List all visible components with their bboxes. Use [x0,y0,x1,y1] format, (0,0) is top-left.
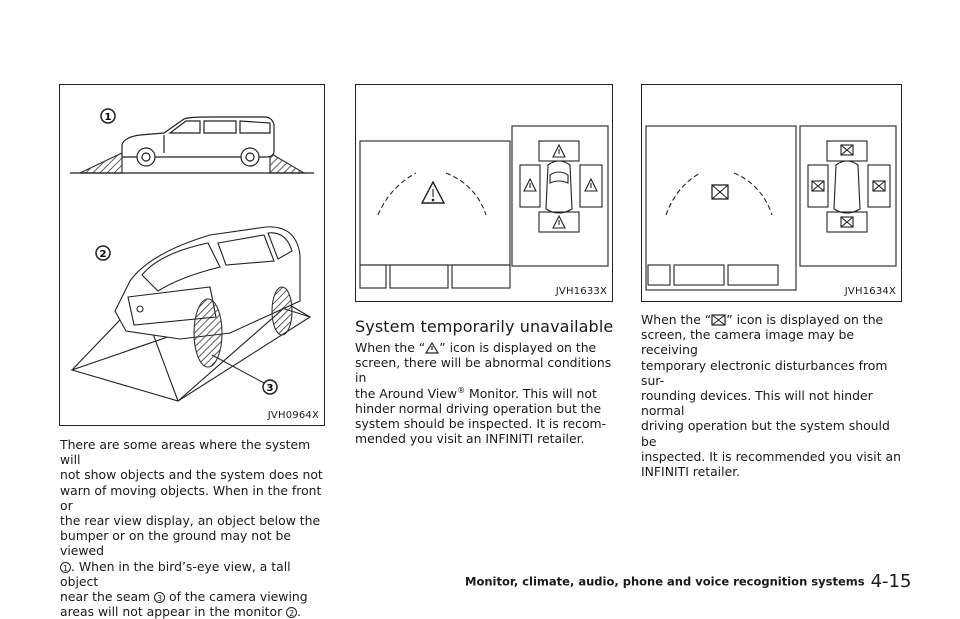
warning-icon-rear [553,216,565,228]
middle-paragraph: When the “ ” icon is displayed on the screen, there will be abnormal conditions in the Around View® Monitor. This will not hinder normal driving operation but the system should be inspected. It is recom- mended you visit an INFINITI retailer. [355,340,612,447]
warning-icon-right [585,179,597,191]
svg-text:3: 3 [266,383,274,394]
ref-marker-2: 2 [286,607,297,618]
figure-code: JVH1634X [844,286,896,297]
bird-eye-view-car [72,227,310,401]
ref-marker-3: 3 [154,592,165,603]
svg-text:2: 2 [99,249,107,260]
cross-icon-rear [841,217,853,227]
warning-icon-front [553,145,565,157]
warning-icon [422,182,444,203]
right-paragraph: When the “ ” icon is displayed on the screen, the camera image may be receiving temporary electronic disturbances from sur- rounding devices. This will not hinder normal driving operation but the system should be inspected. It is recommended you visit an INFINITI retailer. [641,312,901,480]
warning-icon-inline [425,342,439,354]
cross-icon [712,185,728,199]
svg-text:1: 1 [104,112,112,123]
cross-icon-front [841,145,853,155]
cross-icon-left [812,181,824,191]
figure-code: JVH0964X [267,410,319,421]
section-heading: System temporarily unavailable [355,317,614,336]
cross-icon-right [873,181,885,191]
disturbance-screen-figure [641,84,902,302]
side-view-car [70,117,314,173]
figure-code: JVH1633X [555,286,607,297]
car-views-illustration [60,85,324,425]
car-views-figure [59,84,325,426]
page-footer [465,571,912,592]
footer-section-title: Monitor, climate, audio, phone and voice recognition systems [465,574,865,589]
ref-marker-1: 1 [60,562,71,573]
warning-screen-figure [355,84,613,302]
warning-icon-left [524,179,536,191]
page-number: 4-15 [870,571,912,592]
cross-icon-inline [711,314,726,326]
disturbance-screen-illustration [642,85,901,301]
warning-screen-illustration [356,85,612,301]
left-paragraph: There are some areas where the system will not show objects and the system does not warn of moving objects. When in the front or the rear view display, an object below the bumper or on the ground may not be viewed 1 . When in the bird’s-eye view, a tall object near the seam 3 of the camera viewing areas will not appear in the monitor 2 . [60,437,323,619]
